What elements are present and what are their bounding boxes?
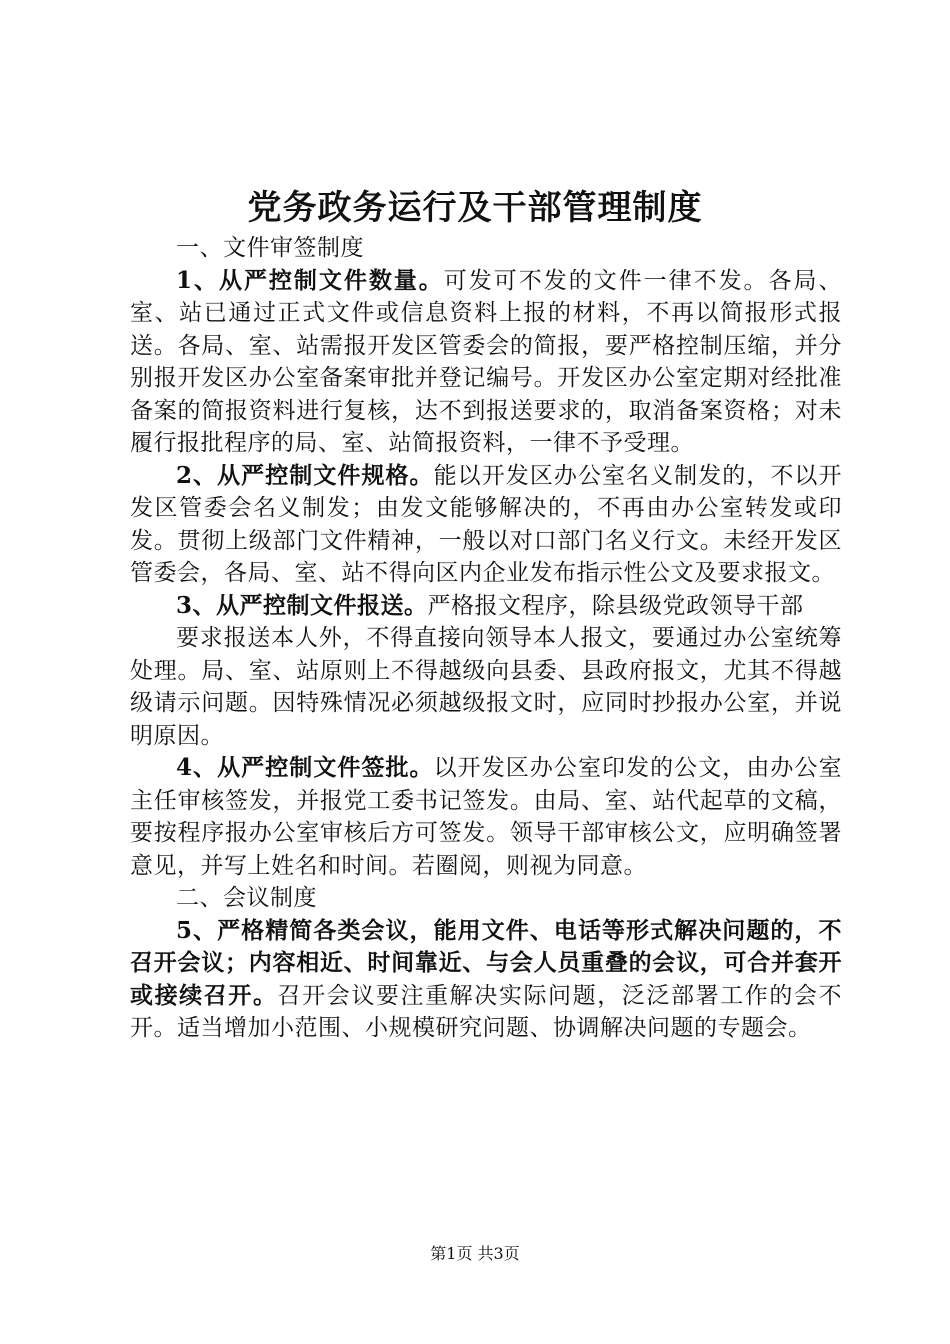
paragraph-3-text: 严格报文程序，除县级党政领导干部 (427, 592, 804, 619)
page-footer: 第1页 共3页 (430, 1244, 520, 1263)
paragraph-4-lead: 4、从严控制文件签批。 (176, 754, 434, 781)
paragraph-3-lead: 3、从严控制文件报送。 (176, 591, 428, 619)
paragraph-3-continued: 要求报送本人外，不得直接向领导本人报文，要通过办公室统筹处理。局、室、站原则上不得越级向县委、县政府报文，尤其不得越级请示问题。因特殊情况必须越级报文时，应同时抄报办公室，并说明原因。 (130, 625, 842, 749)
section-heading-2: 二、会议制度 (176, 885, 317, 911)
paragraph-4-text: 以开发区办公室印发的公文，由办公室主任审核签发，并报党工委书记签发。由局、室、站代起草的文稿，要按程序报办公室审核后方可签发。领导干部审核公文，应明确签署意见，并写上姓名和时间。若圈阅，则视为同意。 (130, 755, 842, 879)
paragraph-1 (130, 265, 842, 460)
paragraph-1-text: 可发可不发的文件一律不发。各局、室、站已通过正式文件或信息资料上报的材料，不再以简报形式报送。各局、室、站需报开发区管委会的简报，要严格控制压缩，并分别报开发区办公室备案审批并登记编号。开发区办公室定期对经批准备案的简报资料进行复核，达不到报送要求的，取消备案资格；对未履行报批程序的局、室、站简报资料，一律不予受理。 (130, 267, 842, 456)
paragraph-5 (130, 915, 842, 1045)
paragraph-2 (130, 460, 842, 590)
paragraph-2-lead: 2、从严控制文件规格。 (176, 461, 434, 489)
paragraph-4 (130, 752, 842, 882)
document-body (130, 232, 842, 1045)
document-title: 党务政务运行及干部管理制度 (247, 188, 703, 228)
paragraph-5-lead: 5、严格精简各类会议，能用文件、电话等形式解决问题的，不召开会议；内容相近、时间靠近、与会人员重叠的会议，可合并套开或接续召开。 (130, 916, 842, 1009)
paragraph-2-text: 能以开发区办公室名义制发的，不以开发区管委会名义制发；由发文能够解决的，不再由办公室转发或印发。贯彻上级部门文件精神，一般以对口部门名义行文。未经开发区管委会，各局、室、站不得向区内企业发布指示性公文及要求报文。 (130, 462, 842, 586)
section-heading-1: 一、文件审签制度 (176, 235, 364, 261)
paragraph-3 (130, 590, 842, 623)
paragraph-1-lead: 1、从严控制文件数量。 (176, 266, 444, 294)
paragraph-5-text: 召开会议要注重解决实际问题，泛泛部署工作的会不开。适当增加小范围、小规模研究问题、协调解决问题的专题会。 (130, 982, 843, 1041)
